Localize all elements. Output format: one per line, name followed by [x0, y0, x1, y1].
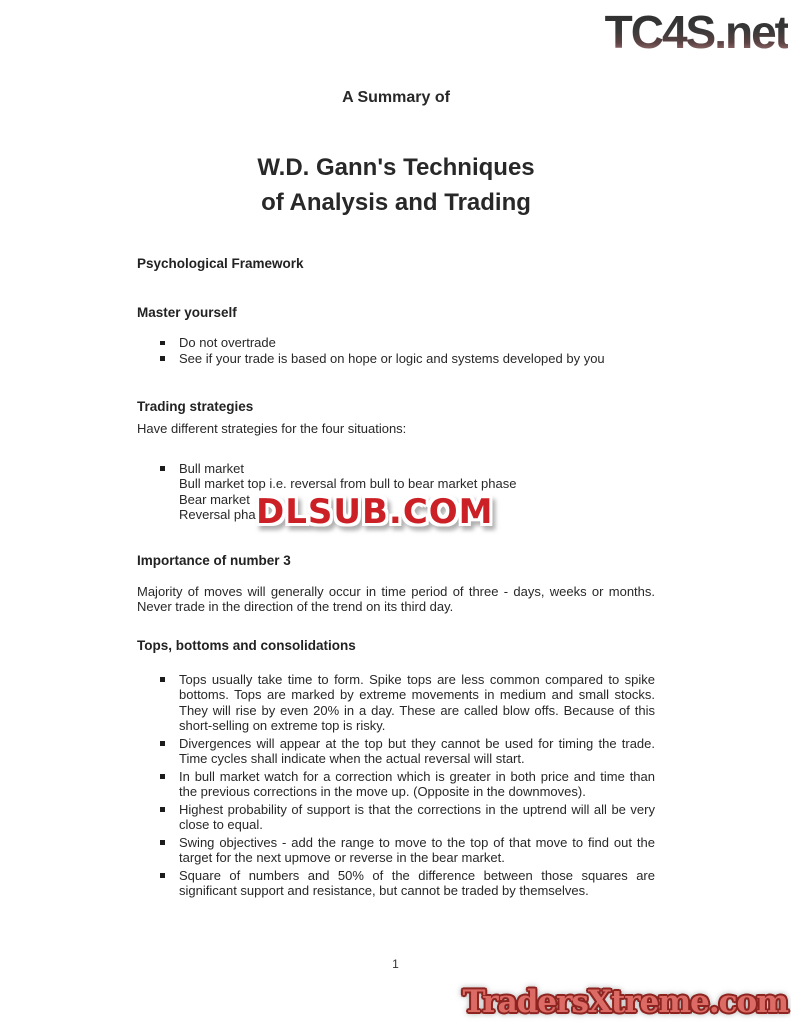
strategy-sub-line: Reversal phas [179, 507, 263, 522]
heading-trading-strategies: Trading strategies [137, 399, 254, 414]
title-line-2: of Analysis and Trading [261, 189, 531, 216]
list-item: Swing objectives - add the range to move to the top of that move to find out the target for the next upmove or reverse in the bear market. [179, 834, 655, 865]
strategy-bullet-text: Bull market [179, 460, 245, 476]
document-subtitle: A Summary of [342, 89, 450, 106]
importance-paragraph: Majority of moves will generally occur in time period of three - days, weeks or months. Never trade in the direction of the trend on its third day. [137, 583, 655, 614]
heading-tops-bottoms-consolidations: Tops, bottoms and consolidations [137, 637, 356, 653]
page-number: 1 [392, 957, 399, 971]
dlsub-watermark: DLSUB.COM [256, 492, 494, 532]
list-item: Tops usually take time to form. Spike tops are less common compared to spike bottoms. Tops are marked by extreme movements in medium and small stocks. They will rise by even 20% in a day. These are called blow offs. Because of this short-selling on extreme top is risky. [179, 671, 655, 733]
master-yourself-list [137, 335, 655, 366]
heading-psychological-framework: Psychological Framework [137, 256, 304, 271]
title-line-1: W.D. Gann's Techniques [257, 154, 535, 181]
trading-strategies-intro: Have different strategies for the four situations: [137, 421, 407, 436]
tradersxtreme-site-logo: TradersXtreme.com [462, 984, 788, 1020]
list-item: Divergences will appear at the top but they cannot be used for timing the trade. Time cycles shall indicate when the actual reversal will start. [179, 735, 655, 766]
tops-bottoms-list [137, 672, 655, 899]
tc4s-site-logo: TC4S.net [604, 6, 788, 58]
list-item: In bull market watch for a correction which is greater in both price and time than the previous corrections in the move up. (Opposite in the downmoves). [179, 768, 655, 799]
strategy-sub-line: Bear market [179, 491, 250, 507]
strategy-sub-line: Bull market top i.e. reversal from bull to bear market phase [179, 476, 517, 491]
heading-master-yourself: Master yourself [137, 305, 237, 320]
list-item: Square of numbers and 50% of the difference between those squares are significant support and resistance, but cannot be traded by themselves. [179, 867, 655, 898]
list-item: Highest probability of support is that the corrections in the uptrend will all be very close to equal. [179, 801, 655, 832]
document-body [137, 0, 655, 899]
document-title [137, 150, 655, 220]
list-item: See if your trade is based on hope or logic and systems developed by you [179, 351, 655, 367]
list-item: Do not overtrade [179, 335, 655, 351]
heading-importance-of-number-3: Importance of number 3 [137, 552, 291, 568]
